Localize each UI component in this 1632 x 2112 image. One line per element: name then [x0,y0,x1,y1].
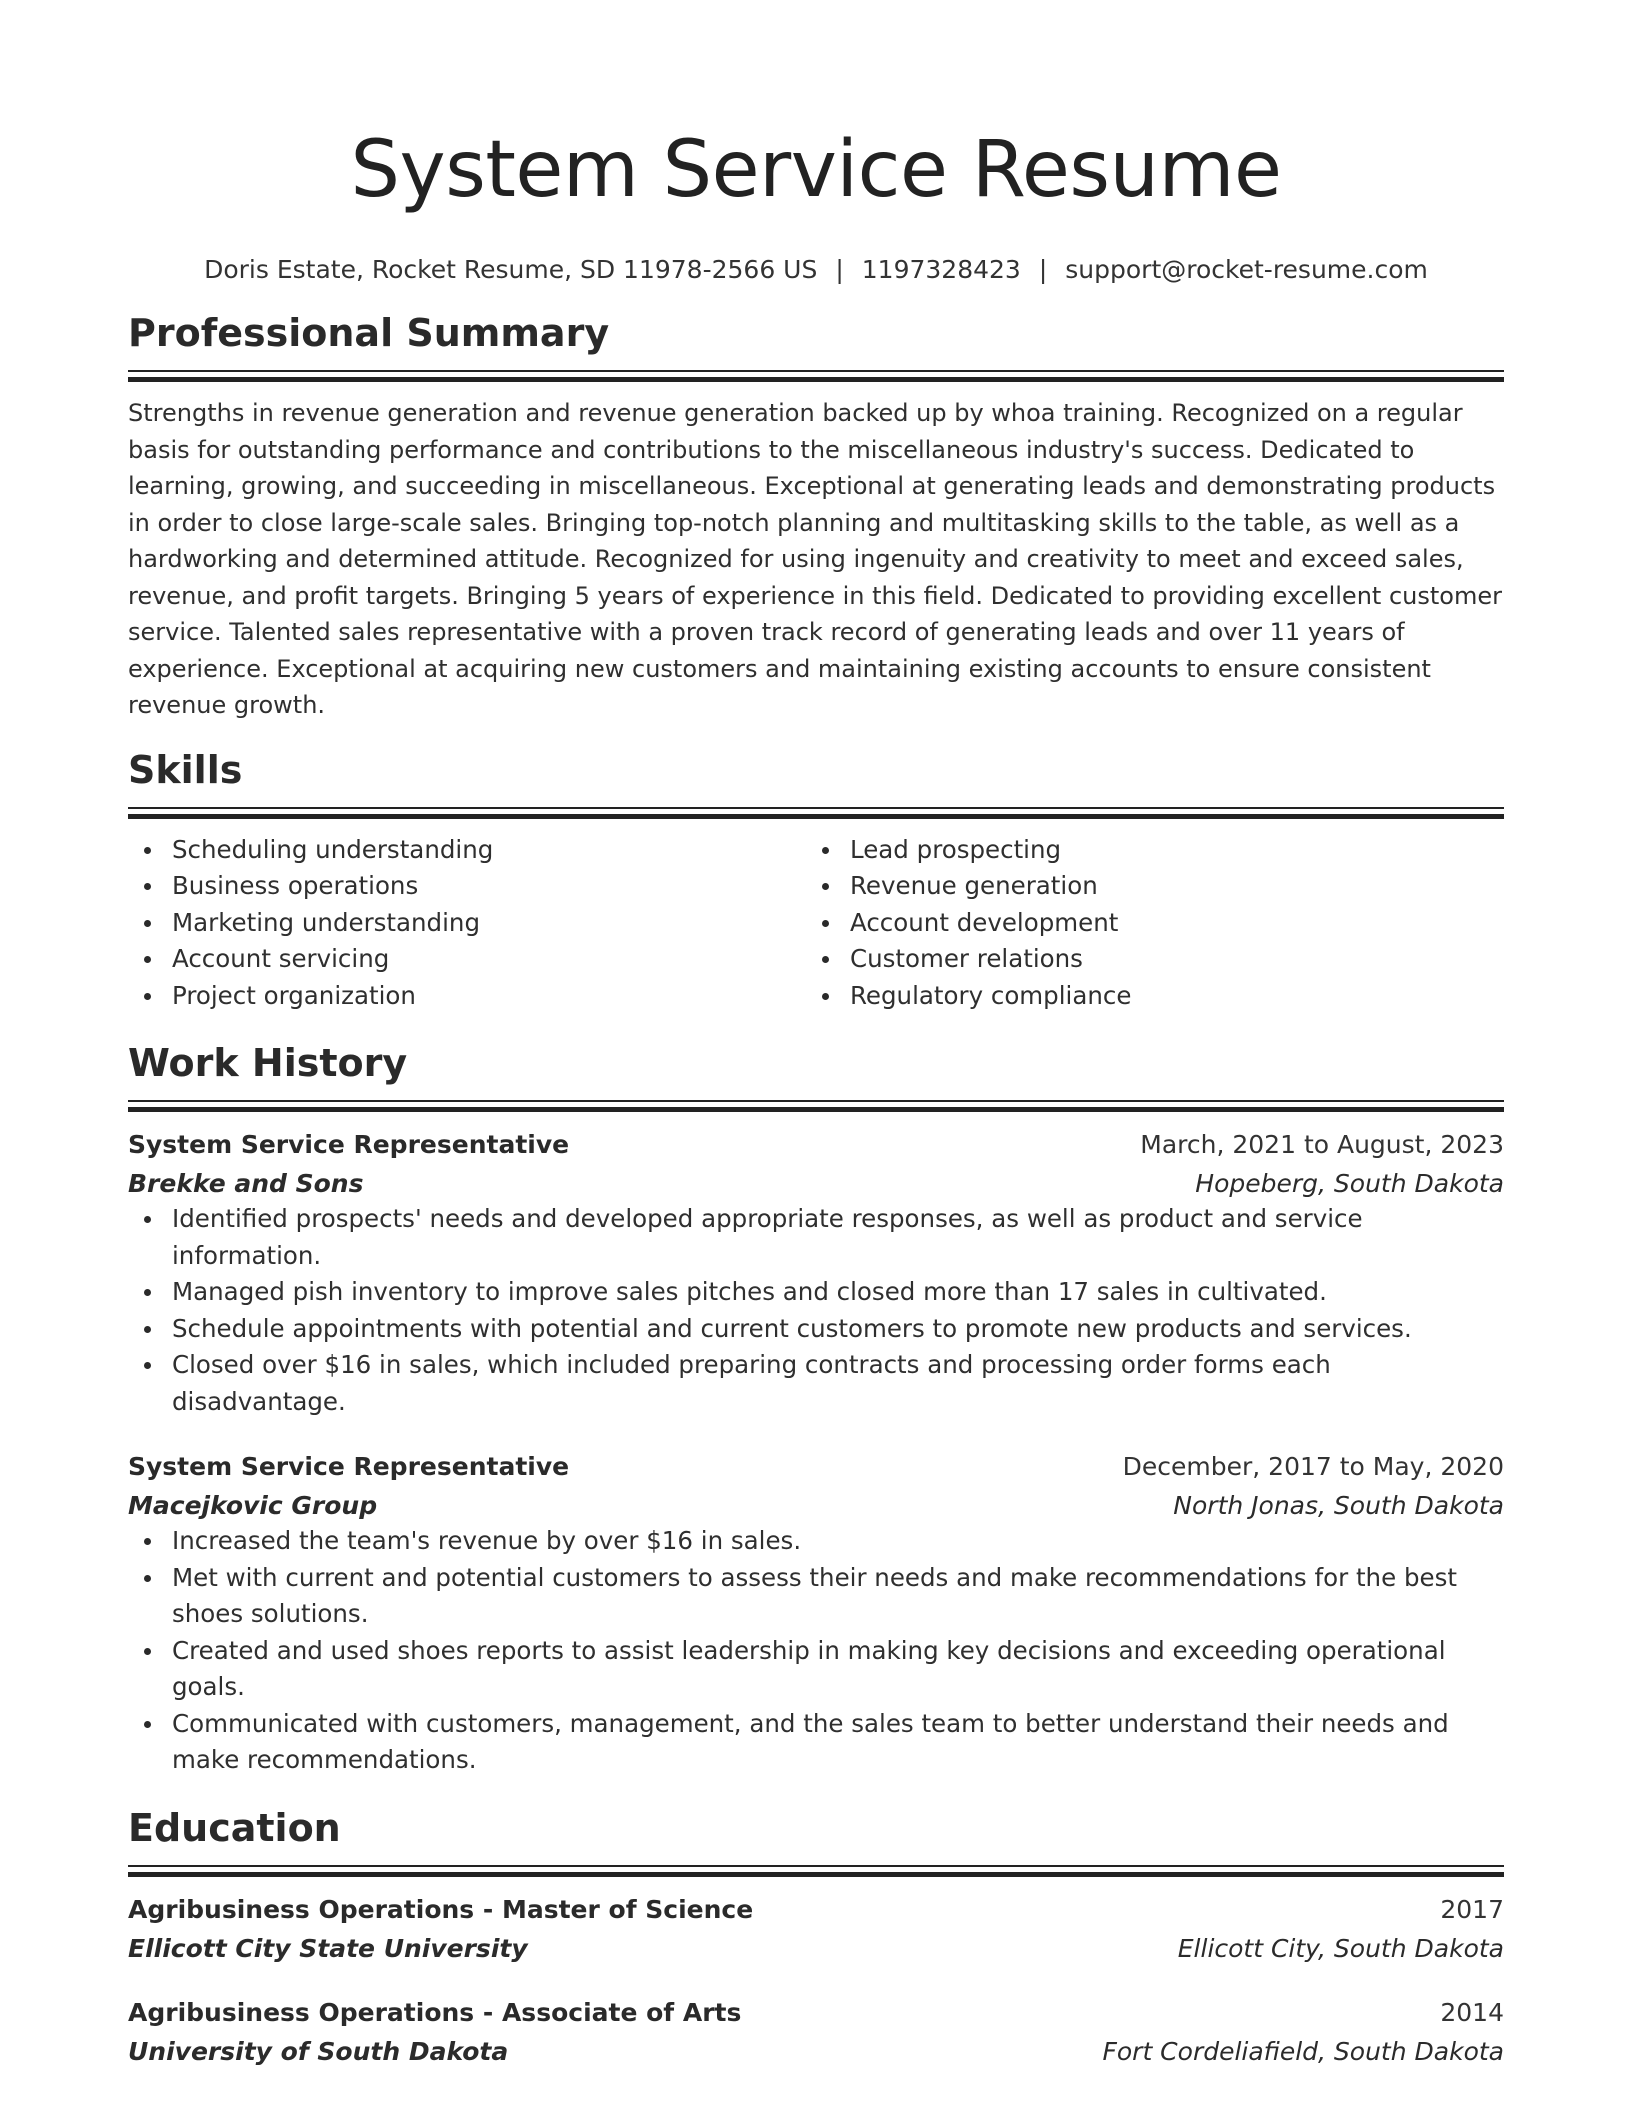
job-bullet: Managed pish inventory to improve sales pitches and closed more than 17 sales in cultivated. [128,1274,1504,1311]
graduation-year: 2017 [1440,1894,1504,1924]
job-bullet: Schedule appointments with potential and current customers to promote new products and services. [128,1311,1504,1348]
job-dates: March, 2021 to August, 2023 [1140,1130,1504,1159]
job-location: Hopeberg, South Dakota [1195,1169,1504,1198]
job-location: North Jonas, South Dakota [1173,1491,1504,1520]
job-bullet: Communicated with customers, management, and the sales team to better understand their needs and make recommendations. [128,1706,1504,1779]
skill-item: Regulatory compliance [806,978,1484,1015]
section-title-work: Work History [128,1041,408,1085]
degree-title: Agribusiness Operations - Associate of Arts [128,1997,742,2027]
skills-list-left [128,832,806,1015]
education-entry [128,1996,1504,2069]
job-title: System Service Representative [128,1130,570,1159]
job-company: Macejkovic Group [128,1491,378,1520]
job-dates: December, 2017 to May, 2020 [1122,1452,1504,1481]
skill-item: Business operations [128,868,806,905]
section-title-skills: Skills [128,747,243,792]
job-bullet: Closed over $16 in sales, which included preparing contracts and processing order forms each disadvantage. [128,1347,1504,1420]
work-section [128,1040,1504,1779]
summary-section [128,310,1504,724]
school-location: Ellicott City, South Dakota [1177,1933,1504,1963]
contact-separator: | [1038,255,1048,284]
skills-list-right [806,832,1484,1015]
skills-section [128,747,1504,1015]
skill-item: Project organization [128,978,806,1015]
job-bullets [128,1523,1504,1779]
summary-text: Strengths in revenue generation and revenue generation backed up by whoa training. Recognized on a regular basis for outstanding performance and contributions to the miscellaneous industry's success. Dedicated to learning, growing, and succeeding in miscellaneous. Exceptional at generating leads and demonstrating products in order to close large-scale sales. Bringing top-notch planning and multitasking skills to the table, as well as a hardworking and determined attitude. Recognized for using ingenuity and creativity to meet and exceed sales, revenue, and profit targets. Bringing 5 years of experience in this field. Dedicated to providing excellent customer service. Talented sales representative with a proven track record of generating leads and over 11 years of experience. Exceptional at acquiring new customers and maintaining existing accounts to ensure consistent revenue growth. [128,399,1502,719]
contact-line [128,254,1504,286]
contact-email: support@rocket-resume.com [1065,255,1428,284]
job-company: Brekke and Sons [128,1169,364,1198]
graduation-year: 2014 [1440,1997,1504,2027]
resume-name: System Service Resume [350,125,1282,215]
skill-item: Account servicing [128,941,806,978]
section-divider [128,370,1504,382]
school-name: University of South Dakota [128,2036,509,2066]
degree-title: Agribusiness Operations - Master of Science [128,1894,754,1924]
job-entry [128,1450,1504,1779]
section-title-education: Education [128,1805,341,1850]
education-entry [128,1893,1504,1966]
job-bullet: Identified prospects' needs and developed appropriate responses, as well as product and service information. [128,1201,1504,1274]
school-location: Fort Cordeliafield, South Dakota [1102,2036,1504,2066]
job-bullet: Created and used shoes reports to assist leadership in making key decisions and exceeding operational goals. [128,1633,1504,1706]
job-title: System Service Representative [128,1452,570,1481]
skill-item: Scheduling understanding [128,832,806,869]
contact-separator: | [835,255,844,284]
skill-item: Lead prospecting [806,832,1484,869]
education-section [128,1805,1504,2069]
section-divider [128,1100,1504,1112]
section-divider [128,1865,1504,1877]
section-divider [128,807,1504,819]
job-bullet: Met with current and potential customers to assess their needs and make recommendations for the best shoes solutions. [128,1560,1504,1633]
section-title-summary: Professional Summary [128,311,610,355]
job-bullet: Increased the team's revenue by over $16 in sales. [128,1523,1504,1560]
skills-columns [128,832,1504,1015]
job-entry [128,1128,1504,1420]
skill-item: Account development [806,905,1484,942]
contact-address: Doris Estate, Rocket Resume, SD 11978-2566 US [204,255,818,284]
school-name: Ellicott City State University [128,1933,528,1963]
job-bullets [128,1201,1504,1420]
skill-item: Revenue generation [806,868,1484,905]
skill-item: Customer relations [806,941,1484,978]
contact-phone: 1197328423 [861,255,1021,284]
resume-page [128,0,1504,2069]
skill-item: Marketing understanding [128,905,806,942]
